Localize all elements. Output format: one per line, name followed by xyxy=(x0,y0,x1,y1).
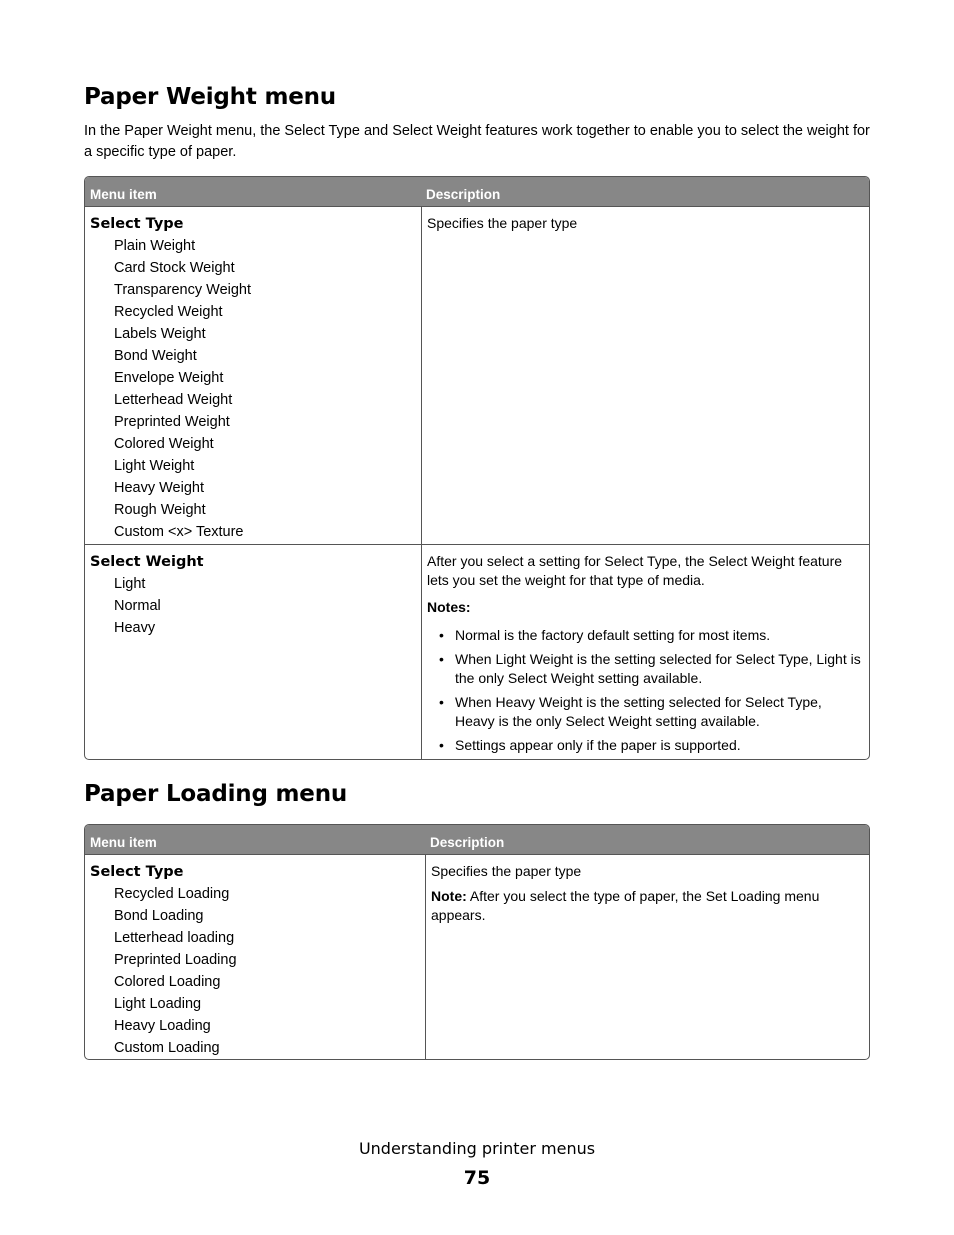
description-cell xyxy=(421,545,869,759)
note-item: • When Heavy Weight is the setting selected for Select Type, Heavy is the only Select Weight setting available. xyxy=(427,693,864,731)
menu-option: Recycled Weight xyxy=(114,304,223,320)
paper-weight-table xyxy=(84,176,870,760)
menu-item-cell xyxy=(85,855,425,1059)
notes-list xyxy=(427,626,864,755)
column-header-menu-item: Menu item xyxy=(90,835,157,850)
menu-item-cell xyxy=(85,207,421,544)
note-item: • Settings appear only if the paper is supported. xyxy=(427,736,864,755)
menu-option: Plain Weight xyxy=(114,238,196,254)
menu-option: Light xyxy=(114,576,146,592)
menu-option: Letterhead loading xyxy=(114,930,235,946)
menu-option: Card Stock Weight xyxy=(114,260,235,276)
menu-option: Custom <x> Texture xyxy=(114,524,244,540)
menu-option: Colored Loading xyxy=(114,974,221,990)
menu-option: Heavy Weight xyxy=(114,480,204,496)
note-item: • Normal is the factory default setting for most items. xyxy=(427,626,864,645)
menu-option: Envelope Weight xyxy=(114,370,224,386)
note-item: • When Light Weight is the setting selected for Select Type, Light is the only Select Weight setting available. xyxy=(427,650,864,688)
column-header-menu-item: Menu item xyxy=(90,187,157,202)
menu-option: Preprinted Loading xyxy=(114,952,237,968)
page-title-paper-loading: Paper Loading menu xyxy=(84,781,348,807)
paper-loading-table xyxy=(84,824,870,1060)
menu-option: Custom Loading xyxy=(114,1040,220,1056)
menu-item-title: Select Weight xyxy=(90,554,204,570)
note-text: After you select the type of paper, the Set Loading menu appears. xyxy=(431,888,820,923)
menu-option: Light Loading xyxy=(114,996,202,1012)
table-header xyxy=(85,825,869,855)
menu-option: Preprinted Weight xyxy=(114,414,230,430)
table-header xyxy=(85,177,869,207)
menu-option: Colored Weight xyxy=(114,436,214,452)
menu-option: Labels Weight xyxy=(114,326,206,342)
menu-option: Recycled Loading xyxy=(114,886,230,902)
page-title-paper-weight: Paper Weight menu xyxy=(84,84,336,110)
description-cell xyxy=(425,855,869,1059)
note-label: Note: xyxy=(431,888,467,904)
table-row xyxy=(85,544,869,759)
menu-item-title: Select Type xyxy=(90,864,184,880)
menu-option: Heavy xyxy=(114,620,156,636)
menu-option: Light Weight xyxy=(114,458,195,474)
menu-option: Normal xyxy=(114,598,161,614)
table-row xyxy=(85,207,869,544)
column-header-description: Description xyxy=(426,187,501,202)
menu-item-cell xyxy=(85,545,421,759)
intro-paragraph: In the Paper Weight menu, the Select Type and Select Weight features work together to enable you to select the weight for a specific type of paper. xyxy=(84,123,870,160)
table-row xyxy=(85,855,869,1059)
menu-option: Rough Weight xyxy=(114,502,206,518)
menu-option: Bond Weight xyxy=(114,348,197,364)
footer-section-title: Understanding printer menus xyxy=(358,1139,596,1158)
column-header-description: Description xyxy=(430,835,505,850)
page-number: 75 xyxy=(463,1167,491,1189)
menu-option: Bond Loading xyxy=(114,908,204,924)
menu-option: Heavy Loading xyxy=(114,1018,211,1034)
menu-option: Letterhead Weight xyxy=(114,392,233,408)
description-text: Specifies the paper type xyxy=(431,863,582,879)
menu-option: Transparency Weight xyxy=(114,282,252,298)
menu-item-title: Select Type xyxy=(90,216,184,232)
note-paragraph xyxy=(431,887,864,925)
description-text: Specifies the paper type xyxy=(427,215,578,231)
description-text: After you select a setting for Select Type, the Select Weight feature lets you set the weight for that type of media. xyxy=(427,553,843,588)
description-cell xyxy=(421,207,869,544)
notes-label: Notes: xyxy=(427,599,471,615)
